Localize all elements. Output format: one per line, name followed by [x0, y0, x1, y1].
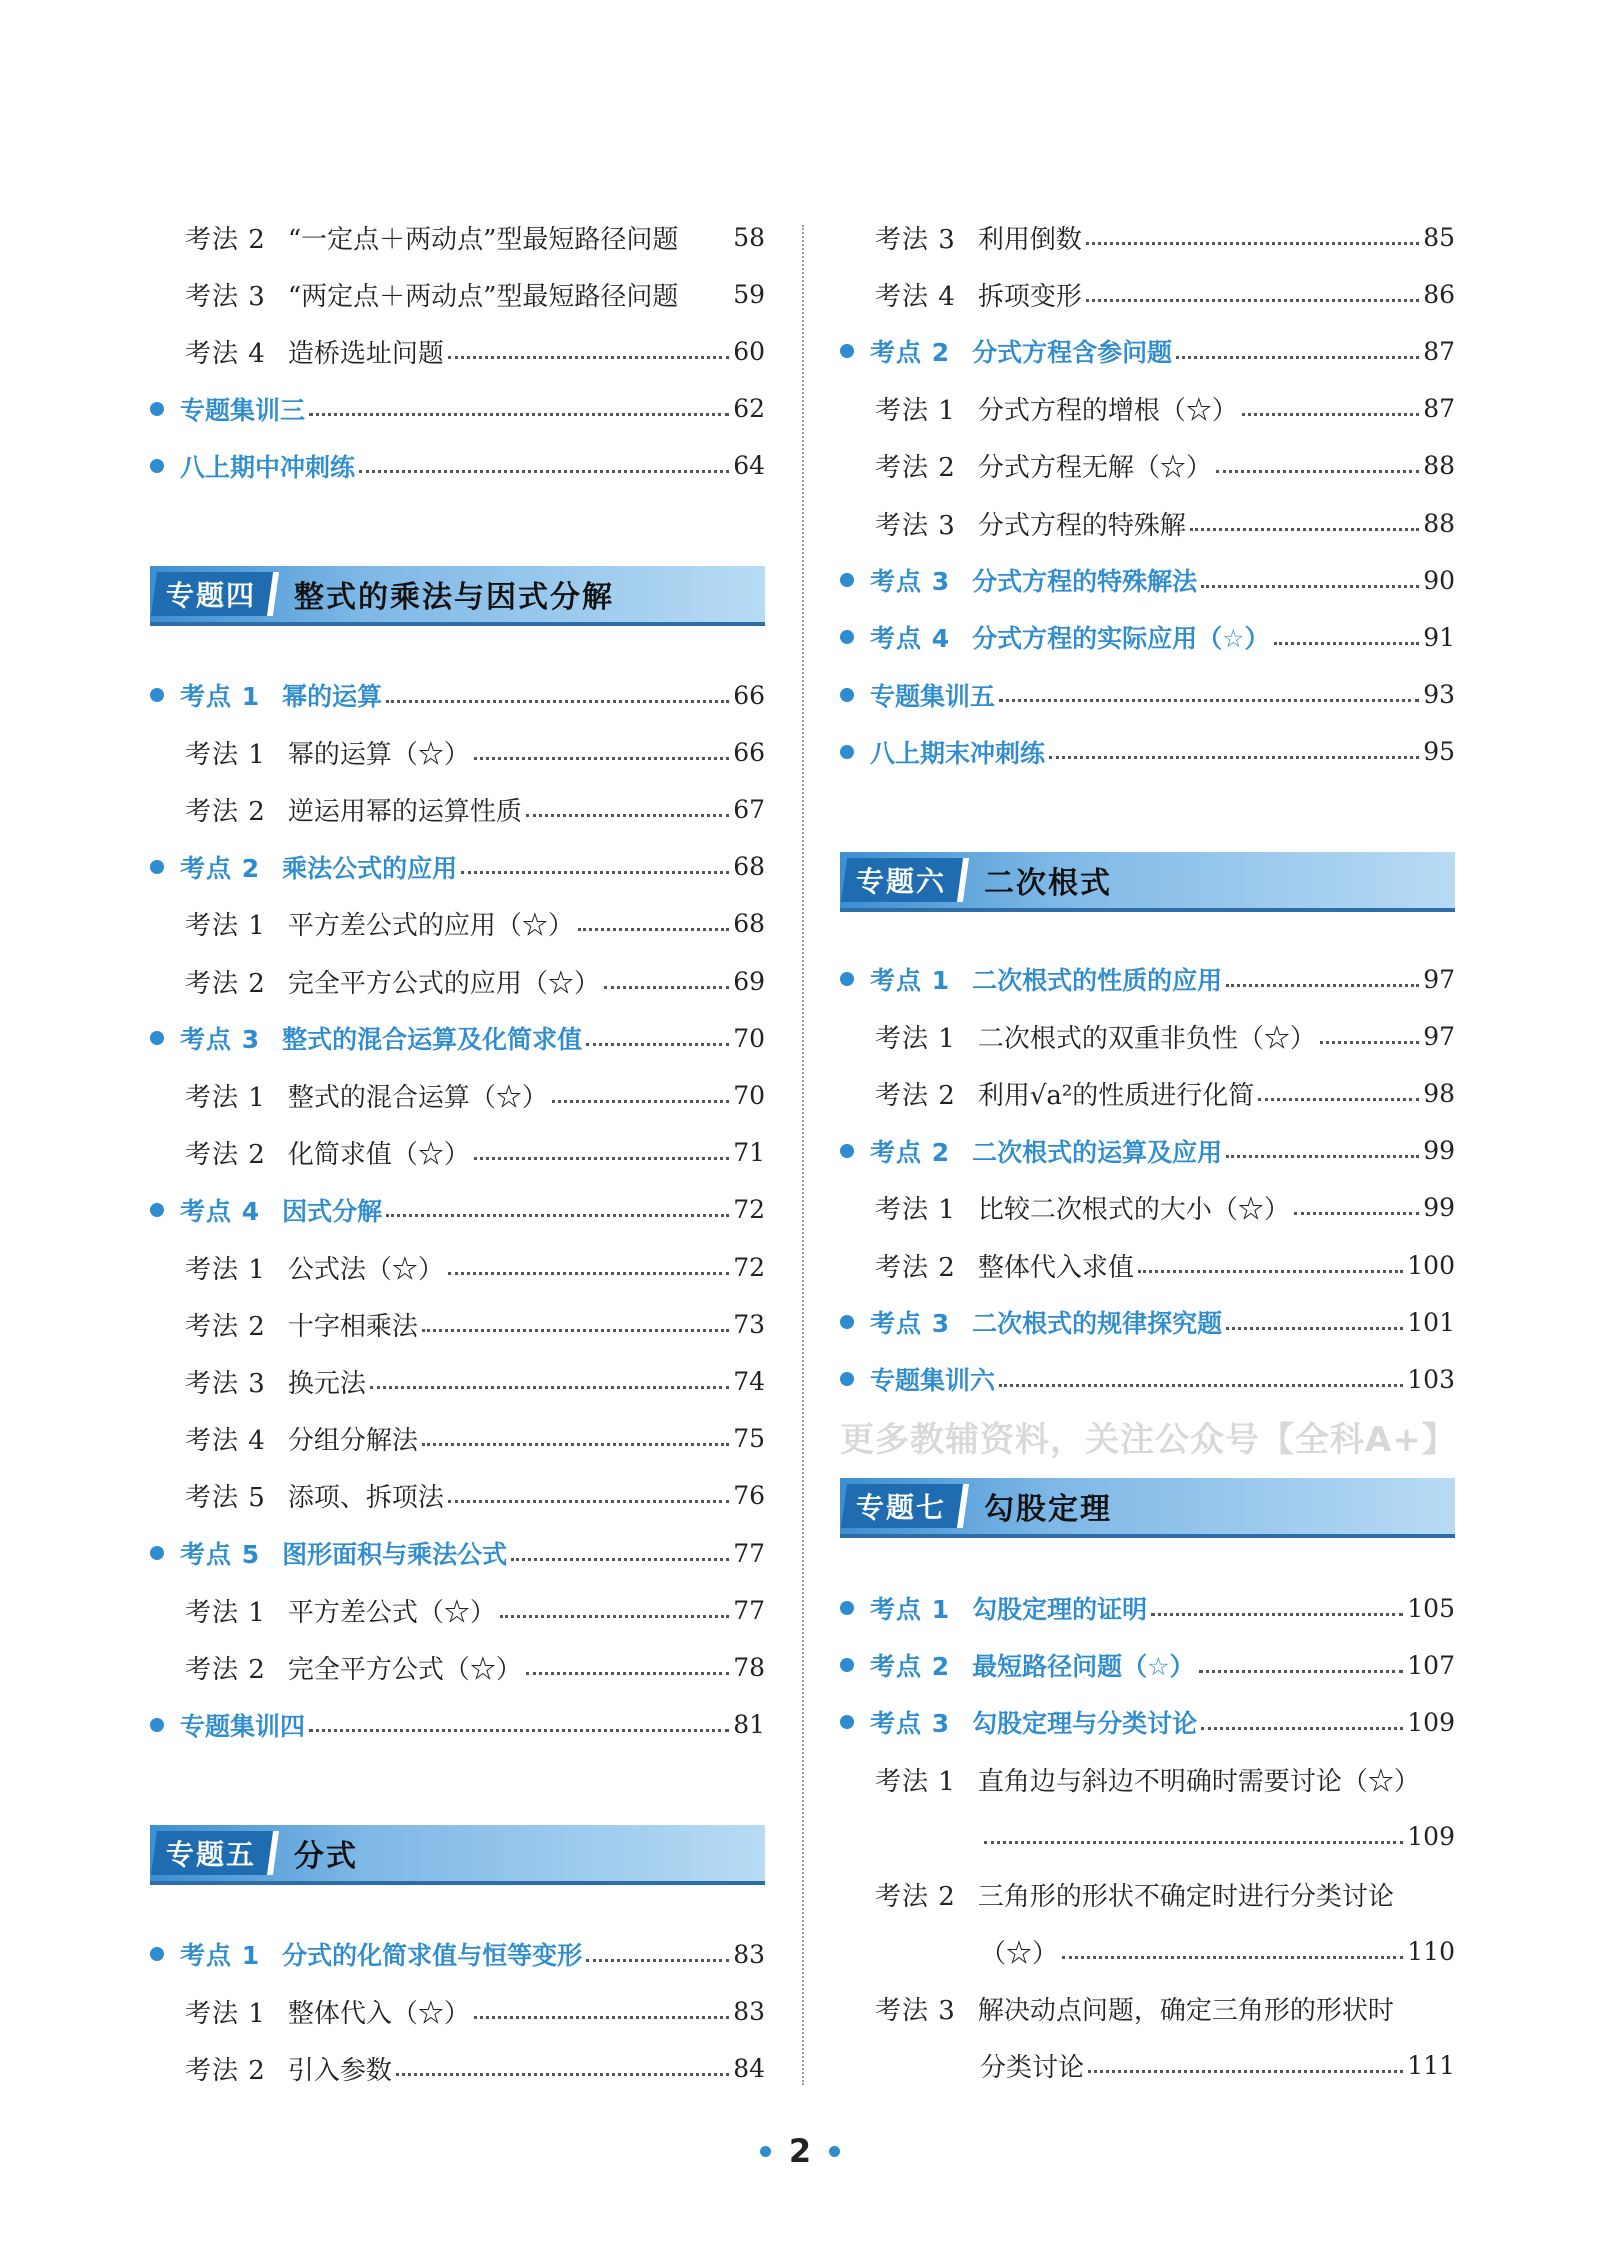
bullet-icon — [150, 688, 164, 702]
toc-entry[interactable] — [840, 1071, 1455, 1115]
bullet-icon — [840, 630, 854, 644]
entry-code: 考法 2 — [185, 1140, 266, 1171]
entry-page-number: 66 — [733, 680, 765, 710]
dot-leader — [578, 928, 729, 931]
dot-leader — [1201, 1727, 1403, 1730]
dot-leader — [474, 757, 729, 760]
entry-code: 考法 1 — [875, 1767, 956, 1798]
entry-page-number: 88 — [1423, 451, 1455, 481]
dot-leader — [370, 1386, 729, 1389]
entry-page-number: 58 — [733, 222, 765, 252]
entry-page-number: 109 — [1407, 1707, 1455, 1737]
topic-tag — [841, 858, 969, 902]
entry-title: 因式分解 — [282, 1196, 383, 1226]
entry-title: 利用√a²的性质进行化简 — [977, 1080, 1255, 1111]
toc-entry[interactable] — [840, 1815, 1455, 1859]
entry-title: 幂的运算（☆） — [287, 739, 470, 770]
entry-code: 考点 3 — [870, 1709, 951, 1739]
entry-title: 公式法（☆） — [287, 1254, 444, 1285]
toc-section-entry[interactable] — [840, 1700, 1455, 1744]
bullet-icon — [840, 972, 854, 986]
entry-title: 逆运用幂的运算性质 — [287, 796, 522, 827]
entry-page-number: 93 — [1423, 680, 1455, 710]
entry-page-number: 68 — [733, 909, 765, 939]
entry-title: 勾股定理与分类讨论 — [972, 1709, 1198, 1739]
entry-title: 二次根式的性质的应用 — [972, 966, 1223, 995]
entry-code: 考法 2 — [185, 224, 266, 255]
entry-page-number: 84 — [733, 2053, 765, 2083]
bullet-icon — [840, 745, 854, 759]
entry-title: 分式方程的特殊解 — [977, 510, 1186, 541]
toc-section-entry[interactable] — [840, 1300, 1455, 1344]
entry-title: 专题集训三 — [180, 395, 306, 425]
entry-code: 考法 1 — [875, 1023, 956, 1054]
toc-section-entry[interactable] — [150, 1016, 765, 1060]
entry-page-number: 68 — [733, 852, 765, 882]
entry-page-number: 70 — [733, 1080, 765, 1110]
dot-leader — [474, 2016, 729, 2019]
entry-code: 考法 1 — [185, 1254, 266, 1285]
entry-page-number: 107 — [1407, 1650, 1455, 1680]
bullet-icon — [150, 860, 164, 874]
bullet-icon — [840, 688, 854, 702]
dot-leader — [448, 356, 729, 359]
entry-code: 考法 1 — [185, 911, 266, 942]
entry-page-number: 83 — [733, 1996, 765, 2026]
toc-entry[interactable] — [150, 272, 765, 316]
entry-title: 最短路径问题（☆） — [972, 1652, 1195, 1682]
entry-code: 考点 2 — [180, 853, 261, 883]
dot-leader — [984, 1841, 1403, 1844]
bullet-icon — [840, 573, 854, 587]
dot-leader — [586, 1043, 729, 1046]
entry-code: 考法 5 — [185, 1483, 266, 1514]
dot-leader — [1086, 299, 1419, 302]
toc-section-entry[interactable] — [840, 615, 1455, 659]
toc-entry[interactable] — [150, 1989, 765, 2033]
entry-code: 考法 2 — [185, 2055, 266, 2086]
bullet-icon — [840, 1144, 854, 1158]
topic-header — [840, 1478, 1455, 1538]
entry-page-number: 67 — [733, 794, 765, 824]
bullet-icon — [150, 1031, 164, 1045]
bullet-icon — [840, 1601, 854, 1615]
toc-entry[interactable] — [150, 1245, 765, 1289]
topic-title: 二次根式 — [984, 866, 1113, 901]
dot-leader — [1190, 528, 1419, 531]
entry-code: 考点 3 — [870, 567, 951, 597]
entry-page-number: 99 — [1423, 1136, 1455, 1166]
toc-section-entry[interactable] — [840, 1357, 1455, 1401]
entry-code: 考法 2 — [185, 796, 266, 827]
entry-title: 图形面积与乘法公式 — [282, 1540, 508, 1569]
toc-entry[interactable] — [840, 501, 1455, 545]
entry-code: 考法 3 — [875, 1995, 956, 2026]
entry-title: “一定点＋两动点”型最短路径问题 — [287, 224, 679, 255]
entry-page-number: 66 — [733, 737, 765, 767]
dot-leader — [511, 1558, 729, 1561]
toc-entry[interactable] — [150, 959, 765, 1003]
dot-leader — [999, 1384, 1403, 1387]
entry-code: 考点 1 — [180, 682, 261, 711]
topic-header — [150, 566, 765, 626]
topic-title: 勾股定理 — [984, 1492, 1113, 1527]
toc-entry[interactable] — [840, 444, 1455, 488]
bullet-icon — [840, 1372, 854, 1386]
topic-tag-label: 专题四 — [166, 579, 257, 612]
dot-leader — [1226, 984, 1419, 987]
entry-page-number: 60 — [733, 336, 765, 366]
toc-entry[interactable] — [840, 1243, 1455, 1287]
toc-section-entry[interactable] — [840, 1129, 1455, 1173]
entry-page-number: 87 — [1423, 394, 1455, 424]
dot-leader — [448, 1272, 729, 1275]
entry-code: 考法 4 — [185, 1426, 266, 1457]
dot-leader — [526, 814, 729, 817]
entry-title: 专题集训六 — [870, 1366, 996, 1396]
entry-code: 考点 1 — [870, 966, 951, 995]
entry-title: 三角形的形状不确定时进行分类讨论 — [977, 1881, 1394, 1912]
entry-title: 幂的运算 — [282, 682, 383, 711]
entry-title: 二次根式的运算及应用 — [972, 1137, 1223, 1167]
entry-code: 考点 4 — [180, 1196, 261, 1226]
toc-entry[interactable] — [150, 1302, 765, 1346]
topic-tag-label: 专题六 — [856, 865, 947, 898]
dot-leader — [1226, 1155, 1419, 1158]
toc-section-entry[interactable] — [150, 1703, 765, 1747]
dot-leader — [1088, 2070, 1403, 2073]
topic-tag-label: 专题七 — [856, 1491, 947, 1524]
entry-title: 勾股定理的证明 — [972, 1595, 1148, 1624]
entry-code: 考点 4 — [870, 624, 951, 654]
entry-page-number: 72 — [733, 1252, 765, 1282]
dot-leader — [396, 2073, 729, 2076]
toc-section-entry[interactable] — [840, 730, 1455, 774]
toc-section-entry[interactable] — [150, 387, 765, 431]
toc-entry[interactable] — [840, 1758, 1455, 1802]
entry-page-number: 64 — [733, 451, 765, 481]
toc-entry[interactable] — [840, 1986, 1455, 2030]
toc-entry[interactable] — [840, 1872, 1455, 1916]
dot-leader — [448, 1500, 729, 1503]
toc-section-entry[interactable] — [150, 1932, 765, 1976]
dot-leader — [1062, 1956, 1403, 1959]
bullet-icon — [150, 459, 164, 473]
entry-title: 分式的化简求值与恒等变形 — [282, 1941, 583, 1970]
entry-title: 利用倒数 — [977, 224, 1082, 255]
toc-entry[interactable] — [840, 1186, 1455, 1230]
entry-page-number: 77 — [733, 1538, 765, 1568]
toc-entry[interactable] — [840, 387, 1455, 431]
entry-page-number: 75 — [733, 1424, 765, 1454]
toc-entry[interactable] — [150, 1474, 765, 1518]
toc-section-entry[interactable] — [840, 957, 1455, 1001]
entry-title: 专题集训五 — [870, 681, 996, 711]
bullet-icon — [150, 1203, 164, 1217]
entry-title: 拆项变形 — [977, 281, 1082, 312]
dot-leader — [1199, 1670, 1404, 1673]
toc-section-entry[interactable] — [150, 845, 765, 889]
entry-title: 整体代入（☆） — [287, 1998, 470, 2029]
entry-title: 分组分解法 — [287, 1426, 418, 1457]
entry-code: 考点 5 — [180, 1540, 261, 1569]
entry-code: 考点 1 — [870, 1595, 951, 1624]
dot-leader — [386, 1214, 729, 1217]
toc-section-entry[interactable] — [840, 1643, 1455, 1687]
page-number-value: 2 — [788, 2132, 812, 2170]
dot-leader — [586, 1959, 729, 1962]
entry-title: 化简求值（☆） — [287, 1140, 470, 1171]
entry-code: 考法 2 — [185, 968, 266, 999]
dot-leader — [999, 699, 1419, 702]
entry-code: 考法 1 — [875, 1195, 956, 1226]
toc-section-entry[interactable] — [840, 673, 1455, 717]
dot-leader — [526, 1672, 729, 1675]
toc-entry[interactable] — [840, 2044, 1455, 2088]
dot-leader — [422, 1329, 729, 1332]
entry-title: 平方差公式（☆） — [287, 1597, 496, 1628]
entry-title: “两定点＋两动点”型最短路径问题 — [287, 281, 679, 312]
entry-title: 乘法公式的应用 — [282, 853, 458, 883]
entry-page-number: 109 — [1407, 1822, 1455, 1852]
entry-page-number: 83 — [733, 1939, 765, 1969]
dot-leader — [1216, 470, 1419, 473]
bullet-icon — [840, 344, 854, 358]
dot-leader — [1242, 413, 1419, 416]
dot-leader — [386, 700, 729, 703]
entry-title: （☆） — [980, 1938, 1059, 1969]
entry-page-number: 71 — [733, 1138, 765, 1168]
entry-page-number: 62 — [733, 394, 765, 424]
entry-title: 完全平方公式（☆） — [287, 1654, 522, 1685]
entry-title: 八上期末冲刺练 — [870, 738, 1046, 768]
entry-code: 考法 2 — [875, 1252, 956, 1283]
entry-page-number: 111 — [1407, 2051, 1455, 2081]
toc-entry[interactable] — [840, 1014, 1455, 1058]
entry-page-number: 91 — [1423, 622, 1455, 652]
entry-title: 解决动点问题，确定三角形的形状时 — [977, 1995, 1394, 2026]
entry-page-number: 70 — [733, 1023, 765, 1053]
dot-leader — [422, 1443, 729, 1446]
entry-code: 考法 1 — [185, 1082, 266, 1113]
topic-tag — [841, 1484, 969, 1528]
entry-code: 考法 3 — [185, 1368, 266, 1399]
entry-code: 考点 3 — [870, 1309, 951, 1339]
entry-title: 完全平方公式的应用（☆） — [287, 968, 600, 999]
topic-title: 整式的乘法与因式分解 — [294, 580, 615, 615]
toc-entry[interactable] — [150, 1131, 765, 1175]
entry-title: 十字相乘法 — [287, 1311, 418, 1342]
column-divider — [802, 225, 804, 2085]
entry-page-number: 69 — [733, 966, 765, 996]
entry-code: 考法 2 — [875, 453, 956, 484]
entry-page-number: 85 — [1423, 222, 1455, 252]
entry-title: 造桥选址问题 — [287, 338, 444, 369]
dot-icon — [829, 2146, 840, 2157]
entry-code: 考法 3 — [875, 224, 956, 255]
entry-title: 比较二次根式的大小（☆） — [977, 1195, 1290, 1226]
dot-leader — [1151, 1613, 1403, 1616]
entry-title: 二次根式的双重非负性（☆） — [977, 1023, 1316, 1054]
entry-page-number: 87 — [1423, 336, 1455, 366]
entry-code: 考点 3 — [180, 1025, 261, 1055]
entry-title: 专题集训四 — [180, 1711, 306, 1741]
entry-title: 分式方程无解（☆） — [977, 453, 1212, 484]
entry-page-number: 98 — [1423, 1078, 1455, 1108]
bullet-icon — [150, 1546, 164, 1560]
toc-entry[interactable] — [840, 272, 1455, 316]
bullet-icon — [840, 1315, 854, 1329]
dot-leader — [604, 986, 729, 989]
entry-title: 分类讨论 — [980, 2053, 1085, 2084]
bullet-icon — [150, 402, 164, 416]
entry-code: 考法 1 — [185, 739, 266, 770]
entry-page-number: 99 — [1423, 1193, 1455, 1223]
toc-section-entry[interactable] — [840, 329, 1455, 373]
entry-page-number: 78 — [733, 1652, 765, 1682]
entry-page-number: 97 — [1423, 964, 1455, 994]
entry-code: 考法 2 — [875, 1080, 956, 1111]
entry-title: 分式方程的特殊解法 — [972, 567, 1198, 597]
dot-leader — [359, 470, 729, 473]
toc-entry[interactable] — [150, 1588, 765, 1632]
entry-page-number: 86 — [1423, 279, 1455, 309]
toc-entry[interactable] — [150, 902, 765, 946]
bullet-icon — [150, 1947, 164, 1961]
entry-title: 换元法 — [287, 1368, 366, 1399]
entry-page-number: 73 — [733, 1309, 765, 1339]
toc-entry[interactable] — [150, 329, 765, 373]
entry-code: 考点 2 — [870, 1137, 951, 1167]
entry-page-number: 110 — [1407, 1936, 1455, 1966]
entry-page-number: 90 — [1423, 565, 1455, 595]
dot-leader — [1320, 1041, 1419, 1044]
entry-title: 八上期中冲刺练 — [180, 452, 356, 482]
entry-title: 平方差公式的应用（☆） — [287, 911, 574, 942]
dot-leader — [1138, 1270, 1403, 1273]
entry-code: 考法 4 — [875, 281, 956, 312]
toc-entry[interactable] — [150, 1073, 765, 1117]
topic-tag-label: 专题五 — [166, 1838, 257, 1871]
entry-title: 添项、拆项法 — [287, 1483, 444, 1514]
dot-leader — [474, 1157, 729, 1160]
entry-title: 整体代入求值 — [977, 1252, 1134, 1283]
toc-entry[interactable] — [840, 215, 1455, 259]
entry-title: 分式方程的增根（☆） — [977, 396, 1238, 427]
topic-header — [840, 852, 1455, 912]
toc-section-entry[interactable] — [150, 673, 765, 717]
toc-section-entry[interactable] — [150, 1531, 765, 1575]
dot-leader — [309, 413, 729, 416]
entry-page-number: 88 — [1423, 508, 1455, 538]
dot-leader — [1201, 585, 1419, 588]
topic-tag — [151, 572, 279, 616]
dot-leader — [1294, 1212, 1419, 1215]
bullet-icon — [840, 1715, 854, 1729]
entry-page-number: 59 — [733, 279, 765, 309]
entry-page-number: 103 — [1407, 1364, 1455, 1394]
entry-code: 考法 3 — [185, 281, 266, 312]
toc-section-entry[interactable] — [840, 1586, 1455, 1630]
toc-entry[interactable] — [150, 215, 765, 259]
entry-title: 整式的混合运算（☆） — [287, 1082, 548, 1113]
dot-leader — [309, 1729, 729, 1732]
topic-tag — [151, 1831, 279, 1875]
dot-leader — [461, 871, 729, 874]
page-number — [0, 2132, 1600, 2170]
entry-code: 考法 2 — [185, 1654, 266, 1685]
toc-entry[interactable] — [150, 730, 765, 774]
dot-leader — [1086, 242, 1419, 245]
toc-entry[interactable] — [150, 787, 765, 831]
entry-code: 考法 1 — [875, 396, 956, 427]
toc-section-entry[interactable] — [840, 558, 1455, 602]
dot-leader — [1274, 642, 1420, 645]
entry-page-number: 97 — [1423, 1021, 1455, 1051]
entry-code: 考法 1 — [185, 1998, 266, 2029]
entry-code: 考法 2 — [875, 1881, 956, 1912]
entry-page-number: 72 — [733, 1195, 765, 1225]
entry-page-number: 105 — [1407, 1593, 1455, 1623]
entry-page-number: 76 — [733, 1481, 765, 1511]
toc-entry[interactable] — [150, 1645, 765, 1689]
entry-page-number: 95 — [1423, 737, 1455, 767]
entry-code: 考点 2 — [870, 338, 951, 368]
entry-title: 整式的混合运算及化简求值 — [282, 1025, 583, 1055]
entry-code: 考法 2 — [185, 1311, 266, 1342]
dot-leader — [1176, 356, 1419, 359]
toc-section-entry[interactable] — [150, 1188, 765, 1232]
entry-title: 二次根式的规律探究题 — [972, 1309, 1223, 1339]
entry-title: 分式方程含参问题 — [972, 338, 1173, 368]
dot-icon — [760, 2146, 771, 2157]
topic-title: 分式 — [294, 1839, 359, 1874]
entry-code: 考法 1 — [185, 1597, 266, 1628]
toc-entry[interactable] — [150, 1359, 765, 1403]
toc-entry[interactable] — [150, 2046, 765, 2090]
entry-page-number: 101 — [1407, 1307, 1455, 1337]
toc-entry[interactable] — [150, 1417, 765, 1461]
bullet-icon — [840, 1658, 854, 1672]
entry-page-number: 81 — [733, 1710, 765, 1740]
entry-code: 考法 4 — [185, 338, 266, 369]
toc-entry[interactable] — [840, 1929, 1455, 1973]
entry-title: 直角边与斜边不明确时需要讨论（☆） — [977, 1767, 1420, 1798]
entry-page-number: 74 — [733, 1366, 765, 1396]
entry-code: 考点 1 — [180, 1941, 261, 1970]
entry-title: 分式方程的实际应用（☆） — [972, 624, 1270, 654]
entry-code: 考法 3 — [875, 510, 956, 541]
dot-leader — [1049, 756, 1419, 759]
watermark-text: 更多教辅资料，关注公众号【全科A+】 — [840, 1420, 1457, 1460]
entry-title: 引入参数 — [287, 2055, 392, 2086]
dot-leader — [552, 1100, 729, 1103]
topic-header — [150, 1825, 765, 1885]
toc-section-entry[interactable] — [150, 444, 765, 488]
dot-leader — [500, 1615, 729, 1618]
dot-leader — [1226, 1327, 1403, 1330]
dot-leader — [1258, 1098, 1419, 1101]
entry-code: 考点 2 — [870, 1652, 951, 1682]
entry-page-number: 100 — [1407, 1250, 1455, 1280]
entry-page-number: 77 — [733, 1595, 765, 1625]
bullet-icon — [150, 1718, 164, 1732]
